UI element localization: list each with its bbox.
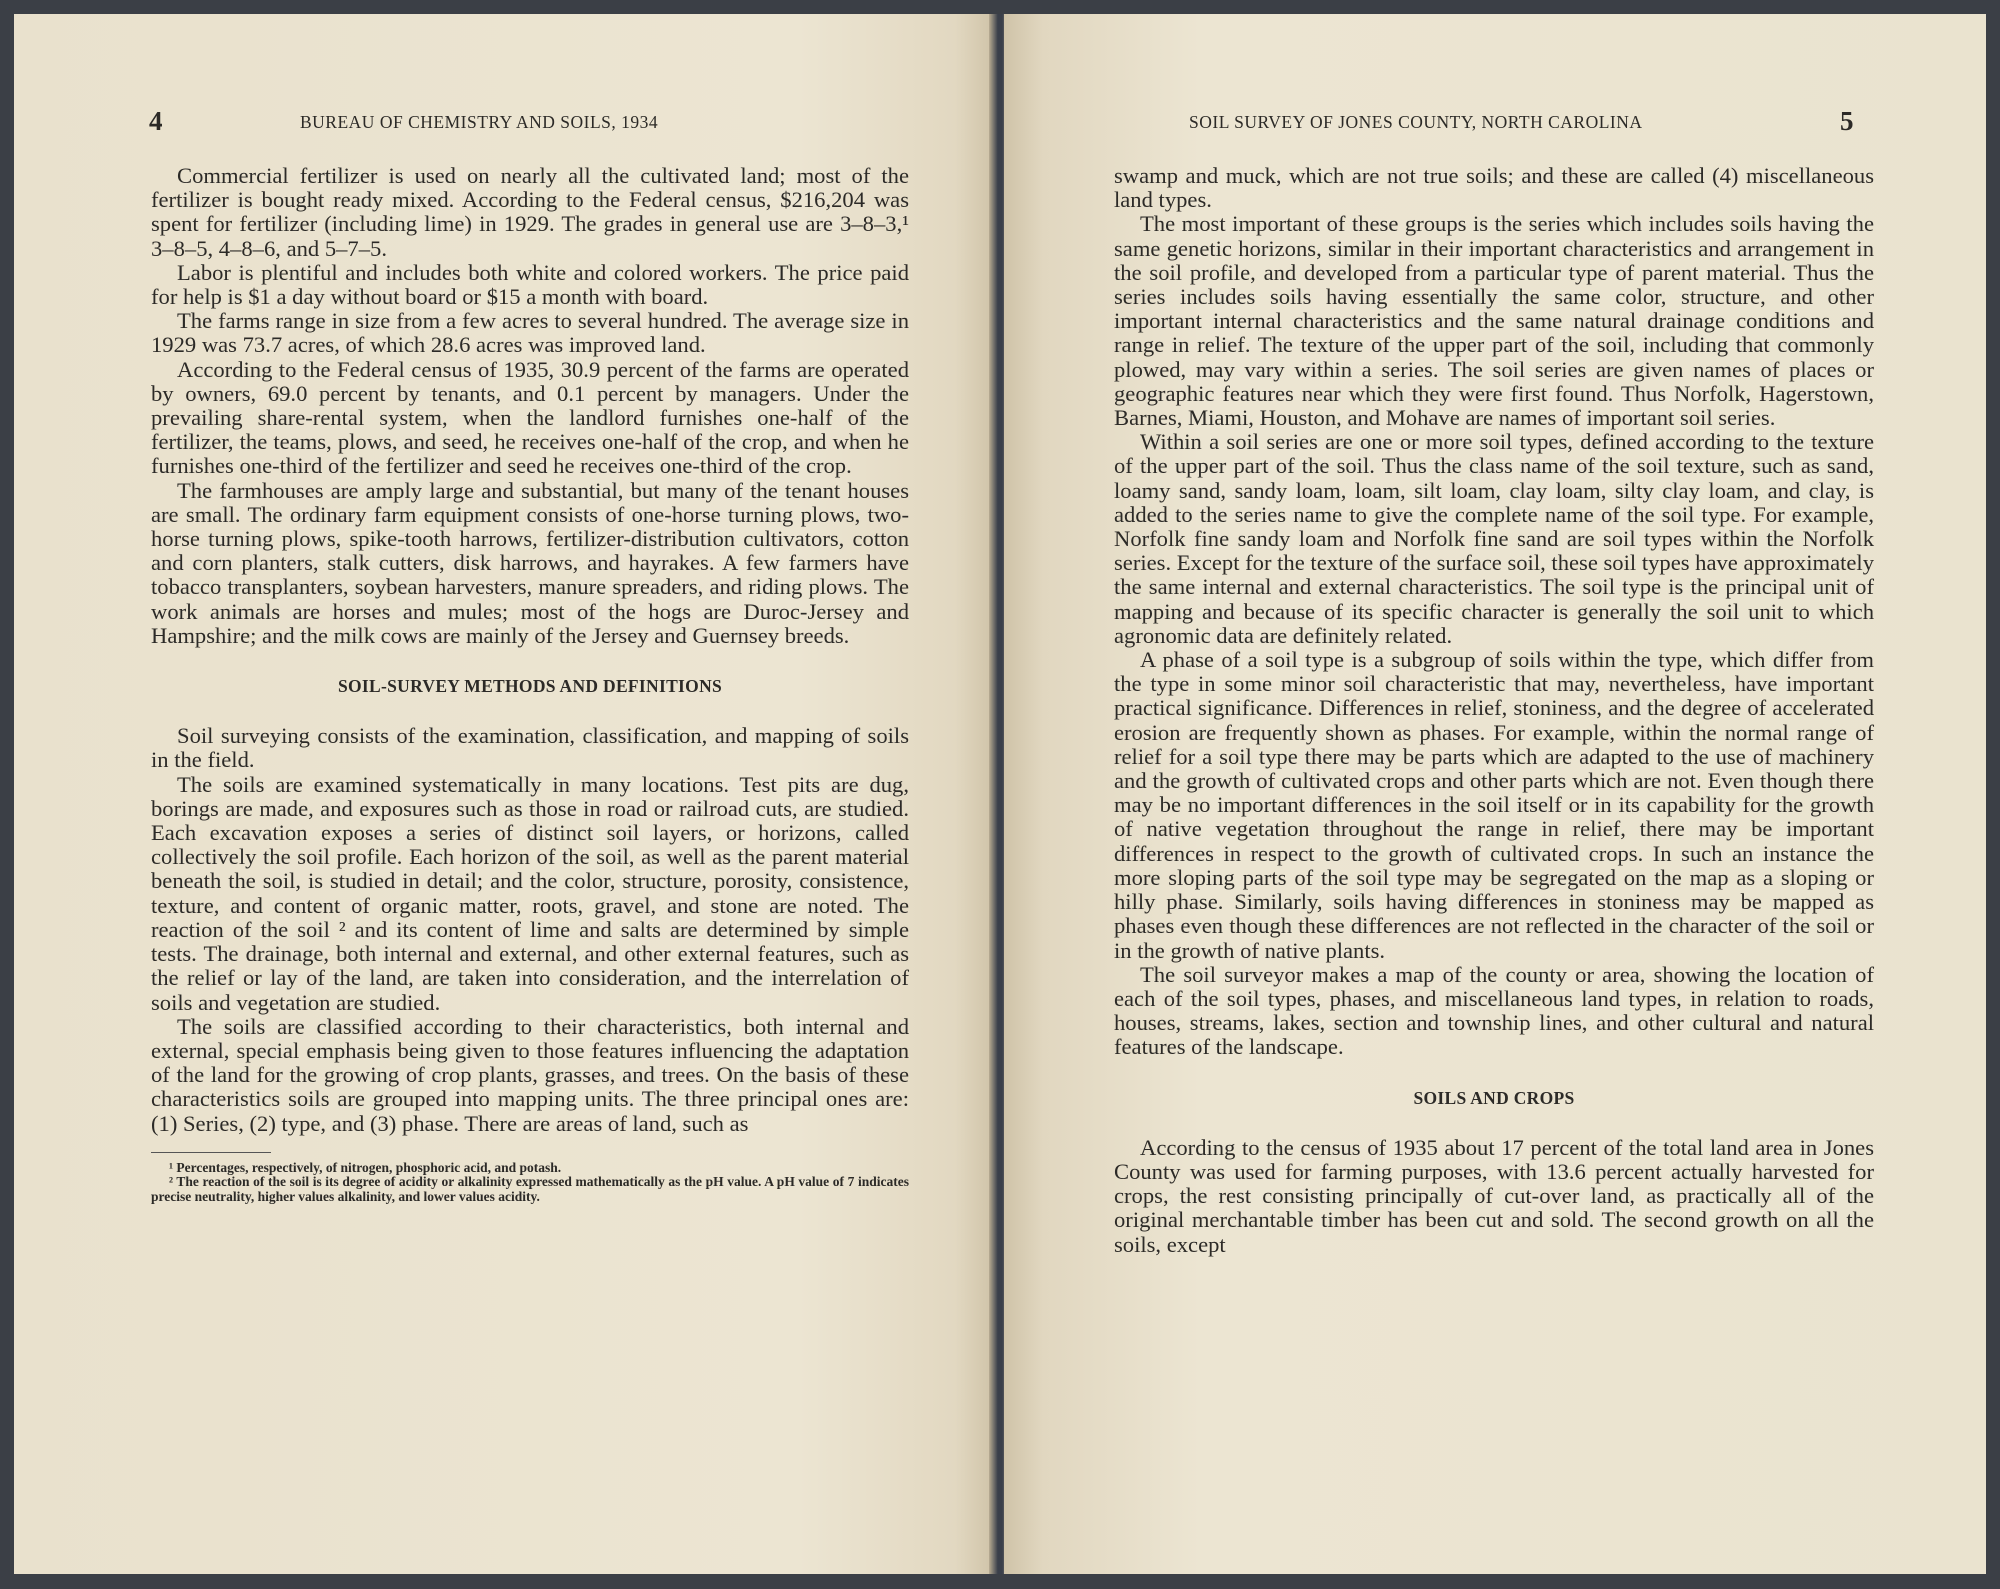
right-text-column bbox=[1114, 164, 1874, 1257]
footnote: ¹ Percentages, respectively, of nitrogen, phosphoric acid, and potash. bbox=[169, 1159, 562, 1175]
section-heading: SOIL-SURVEY METHODS AND DEFINITIONS bbox=[337, 676, 723, 697]
paragraph: According to the census of 1935 about 17 percent of the total land area in Jones County was used for farming purposes, with 13.6 percent actually harvested for crops, the rest consisting principally of cut-over land, as practically all of the original merchantable timber has been cut and sold. The second growth on all the soils, except bbox=[1114, 1134, 1874, 1257]
page-number: 4 bbox=[149, 106, 163, 136]
paragraph: The farmhouses are amply large and substantial, but many of the tenant houses are small. The ordinary farm equipment consists of one-horse turning plows, two-horse turning plows, spike-tooth harrows, fertilizer-distribution cultivators, cotton and corn planters, stalk cutters, disk harrows, and hayrakes. A few farmers have tobacco transplanters, soybean harvesters, manure spreaders, and riding plows. The work animals are horses and mules; most of the hogs are Duroc-Jersey and Hampshire; and the milk cows are mainly of the Jersey and Guernsey breeds. bbox=[151, 477, 909, 648]
footnote-rule bbox=[151, 1152, 271, 1153]
running-head: BUREAU OF CHEMISTRY AND SOILS, 1934 bbox=[300, 112, 659, 132]
right-page bbox=[1004, 14, 1986, 1574]
section-heading: SOILS AND CROPS bbox=[1413, 1087, 1575, 1108]
paragraph: According to the Federal census of 1935, 30.9 percent of the farms are operated by owners, 69.0 percent by tenants, and 0.1 percent by managers. Under the prevailing share-rental system, when the landlord furnishes one-half of the fertilizer, the teams, plows, and seed, he receives one-half of the crop, and when he furnishes one-third of the fertilizer and seed he receives one-third of the crop. bbox=[151, 356, 909, 479]
paragraph: A phase of a soil type is a subgroup of soils within the type, which differ from the type in some minor soil characteristic that may, nevertheless, have important practical significance. Differences in relief, stoniness, and the degree of accelerated erosion are frequently shown as phases. For example, within the normal range of relief for a soil type there may be parts which are adapted to the use of machinery and the growth of cultivated crops and other parts which are not. Even though there may be no important differences in the soil itself or in its capability for the growth of native vegetation throughout the range in relief, there may be important differences in respect to the growth of cultivated crops. In such an instance the more sloping parts of the soil type may be segregated on the map as a sloping or hilly phase. Similarly, soils having differences in stoniness may be mapped as phases even though these differences are not reflected in the character of the soil or in the growth of native plants. bbox=[1114, 647, 1874, 963]
left-text-column bbox=[151, 164, 909, 1204]
footnotes bbox=[151, 1161, 909, 1205]
paragraph: Soil surveying consists of the examination, classification, and mapping of soils in the field. bbox=[151, 723, 909, 773]
paragraph: The soils are examined systematically in many locations. Test pits are dug, borings are made, and exposures such as those in road or railroad cuts, are studied. Each excavation exposes a series of distinct soil layers, or horizons, called collectively the soil profile. Each horizon of the soil, as well as the parent material beneath the soil, is studied in detail; and the color, structure, porosity, consistence, texture, and content of organic matter, roots, gravel, and stone are noted. The reaction of the soil ² and its content of lime and salts are determined by simple tests. The drainage, both internal and external, and other external features, such as the relief or lay of the land, are taken into consideration, and the interrelation of soils and vegetation are studied. bbox=[151, 771, 909, 1015]
running-head: SOIL SURVEY OF JONES COUNTY, NORTH CAROLINA bbox=[1189, 112, 1643, 132]
paragraph: Commercial fertilizer is used on nearly all the cultivated land; most of the fertilizer is bought ready mixed. According to the Federal census, $216,204 was spent for fertilizer (including lime) in 1929. The grades in general use are 3–8–3,¹ 3–8–5, 4–8–6, and 5–7–5. bbox=[151, 163, 909, 261]
footnote: ² The reaction of the soil is its degree of acidity or alkalinity expressed mathematically as the pH value. A pH value of 7 indicates precise neutrality, higher values alkalinity, and lower values acidity. bbox=[151, 1174, 909, 1204]
paragraph: The most important of these groups is the series which includes soils having the same genetic horizons, similar in their important characteristics and arrangement in the soil profile, and developed from a particular type of parent material. Thus the series includes soils having essentially the same color, structure, and other important internal characteristics and the same natural drainage conditions and range in relief. The texture of the upper part of the soil, including that commonly plowed, may vary within a series. The soil series are given names of places or geographic features near which they were first found. Thus Norfolk, Hagerstown, Barnes, Miami, Houston, and Mohave are names of important soil series. bbox=[1114, 211, 1874, 431]
paragraph: The soil surveyor makes a map of the county or area, showing the location of each of the soil types, phases, and miscellaneous land types, in relation to roads, houses, streams, lakes, section and township lines, and other cultural and natural features of the landscape. bbox=[1114, 961, 1874, 1060]
paragraph: The farms range in size from a few acres to several hundred. The average size in 1929 was 73.7 acres, of which 28.6 acres was improved land. bbox=[151, 308, 909, 358]
paragraph: Within a soil series are one or more soil types, defined according to the texture of the upper part of the soil. Thus the class name of the soil texture, such as sand, loamy sand, sandy loam, loam, silt loam, clay loam, silty clay loam, and clay, is added to the series name to give the complete name of the soil type. For example, Norfolk fine sandy loam and Norfolk fine sand are soil types within the Norfolk series. Except for the texture of the surface soil, these soil types have approximately the same internal and external characteristics. The soil type is the principal unit of mapping and because of its specific character is generally the soil unit to which agronomic data are definitely related. bbox=[1114, 429, 1874, 648]
page-number: 5 bbox=[1840, 106, 1854, 136]
paragraph: The soils are classified according to their characteristics, both internal and external, special emphasis being given to those features influencing the adaptation of the land for the growing of crop plants, grasses, and trees. On the basis of these characteristics soils are grouped into mapping units. The three principal ones are: (1) Series, (2) type, and (3) phase. There are areas of land, such as bbox=[151, 1013, 909, 1136]
paragraph: swamp and muck, which are not true soils; and these are called (4) miscellaneous land types. bbox=[1114, 163, 1874, 213]
book-spread bbox=[14, 14, 1986, 1574]
left-page bbox=[14, 14, 994, 1574]
paragraph: Labor is plentiful and includes both white and colored workers. The price paid for help is $1 a day without board or $15 a month with board. bbox=[151, 259, 909, 310]
